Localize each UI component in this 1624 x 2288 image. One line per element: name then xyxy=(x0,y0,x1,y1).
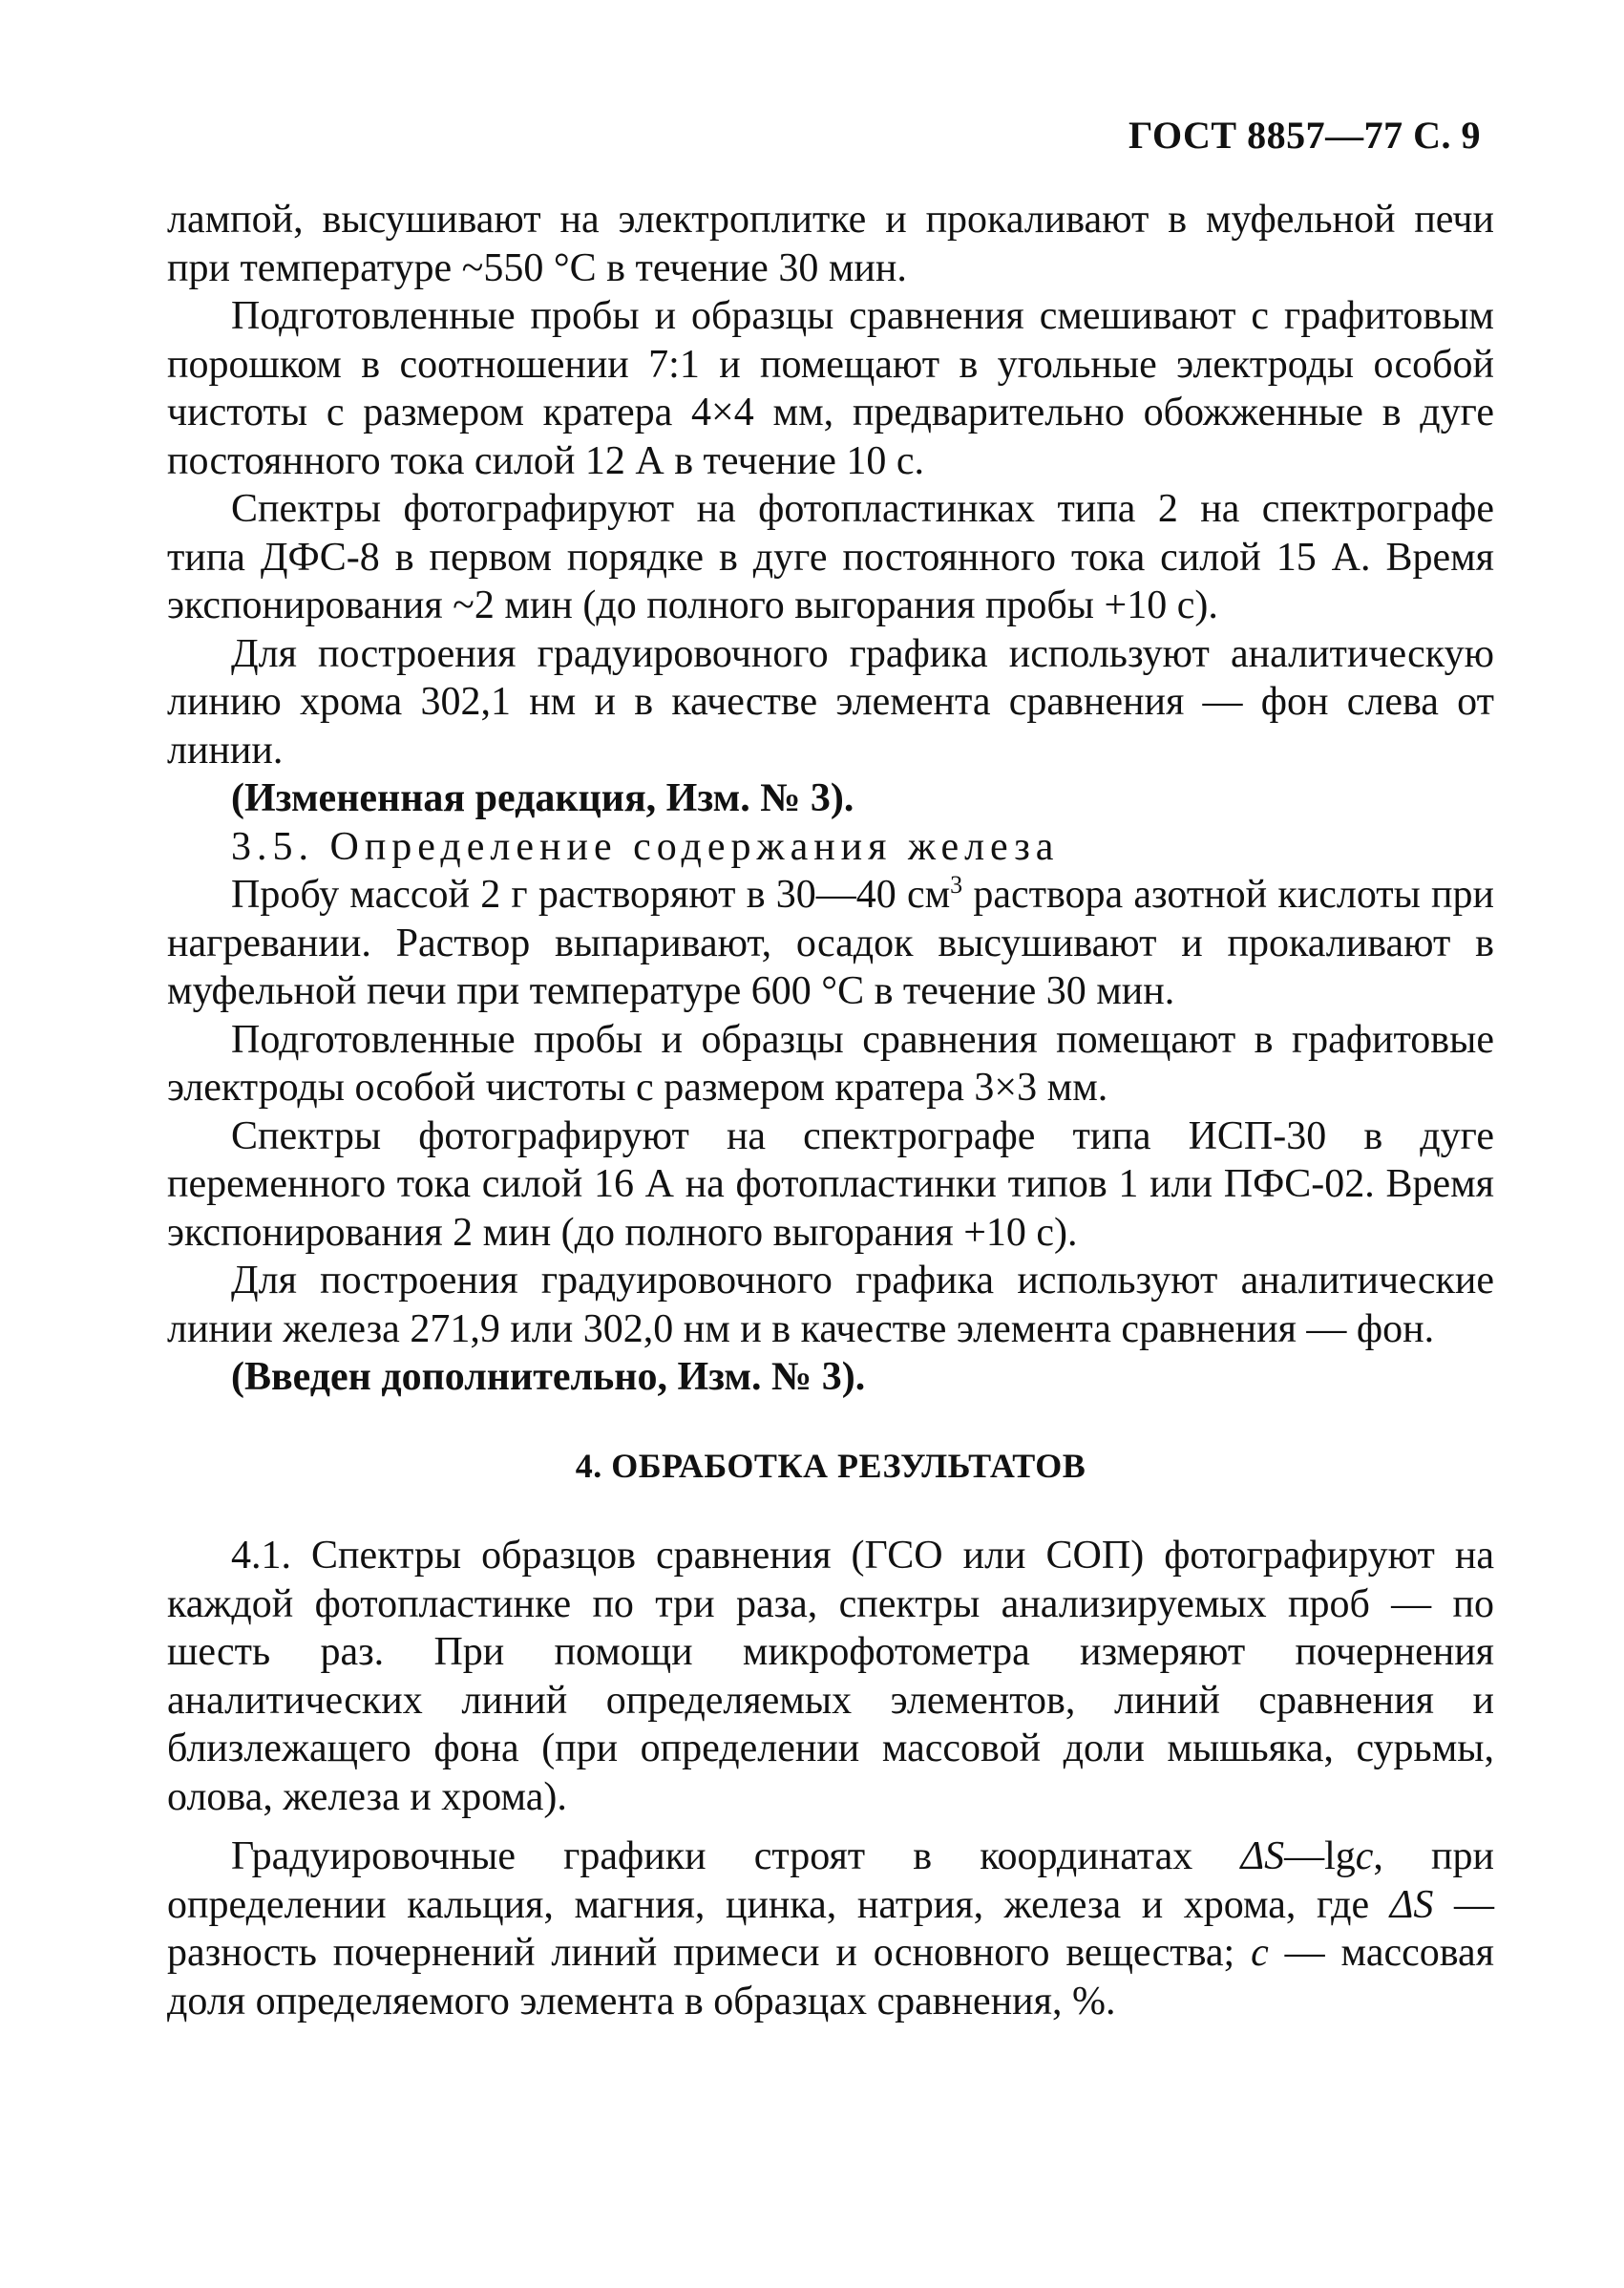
running-header: ГОСТ 8857—77 С. 9 xyxy=(1128,114,1481,157)
paragraph-calibration-graphs xyxy=(167,1833,1494,2025)
paragraph-iron-dissolution xyxy=(167,871,1494,1016)
paragraph-iron-electrodes: Подготовленные пробы и образцы сравнения помещают в графитовые электроды особой чистоты с размером кратера 3×3 мм. xyxy=(167,1017,1494,1110)
paragraph-4-1: 4.1. Спектры образцов сравнения (ГСО или СОП) фотографируют на каждой фотопластинке по три раза, спектры анализируемых проб — по шесть раз. При помощи микрофотометра измеряют почернения аналитических линий определяемых элементов, линий сравнения и близлежащего фона (при определении массовой доли мышьяка, сурьмы, олова, железа и хрома). xyxy=(167,1534,1494,1819)
text-run: , при определении кальция, магния, цинка, натрия, железа и хрома, где xyxy=(167,1834,1494,1927)
text-run: Пробу массой 2 г растворяют в 30—40 см xyxy=(231,873,951,917)
paragraph-iron-calibration: Для построения градуировочного графика используют аналитические линии железа 271,9 или 302,0 нм и в качестве элемента сравнения — фон. xyxy=(167,1259,1494,1351)
text-run: —lg xyxy=(1284,1834,1356,1878)
delta-s-symbol: ΔS xyxy=(1389,1882,1434,1927)
delta-s-symbol: ΔS xyxy=(1240,1834,1285,1878)
paragraph-iron-spectra: Спектры фотографируют на спектрографе типа ИСП-30 в дуге переменного тока силой 16 А на фотопластинки типов 1 или ПФС-02. Время экспонирования 2 мин (до полного выгорания +10 с). xyxy=(167,1113,1494,1255)
amendment-note-changed: (Измененная редакция, Изм. № 3). xyxy=(231,776,854,820)
paragraph-sample-preparation: Подготовленные пробы и образцы сравнения смешивают с графитовым порошком в соотношении 7:1 и помещают в угольные электроды особой чистоты с размером кратера 4×4 мм, предварительно обожженные в дуге постоянного тока силой 12 А в течение 10 с. xyxy=(167,294,1494,483)
section-title: 4. ОБРАБОТКА РЕЗУЛЬТАТОВ xyxy=(575,1446,1086,1485)
paragraph-calibration-chromium: Для построения градуировочного графика используют аналитическую линию хрома 302,1 нм и в качестве элемента сравнения — фон слева от линии. xyxy=(167,631,1494,773)
text-run: Градуировочные графики строят в координатах xyxy=(231,1834,1241,1878)
text-run: — разность почернений линий примеси и основного вещества; xyxy=(167,1882,1494,1975)
body-text xyxy=(167,196,1494,2025)
superscript: 3 xyxy=(950,871,963,899)
text-run: — массовая доля определяемого элемента в образцах сравнения, %. xyxy=(167,1931,1495,2023)
c-symbol: c xyxy=(1251,1931,1269,1975)
text-run: раствора азотной кислоты при нагревании. Раствор выпаривают, осадок высушивают и прокаливают в муфельной печи при температуре 600 °С в течение 30 мин. xyxy=(167,873,1494,1013)
paragraph-continued: лампой, высушивают на электроплитке и прокаливают в муфельной печи при температуре ~550 °С в течение 30 мин. xyxy=(167,198,1494,290)
c-symbol: c xyxy=(1355,1834,1374,1878)
amendment-note-added: (Введен дополнительно, Изм. № 3). xyxy=(231,1355,866,1399)
paragraph-spectra-photography: Спектры фотографируют на фотопластинках типа 2 на спектрографе типа ДФС-8 в первом порядке в дуге постоянного тока силой 15 А. Время экспонирования ~2 мин (до полного выгорания пробы +10 с). xyxy=(167,487,1494,627)
subsection-iron-heading: 3.5. Определение содержания железа xyxy=(231,824,1060,869)
